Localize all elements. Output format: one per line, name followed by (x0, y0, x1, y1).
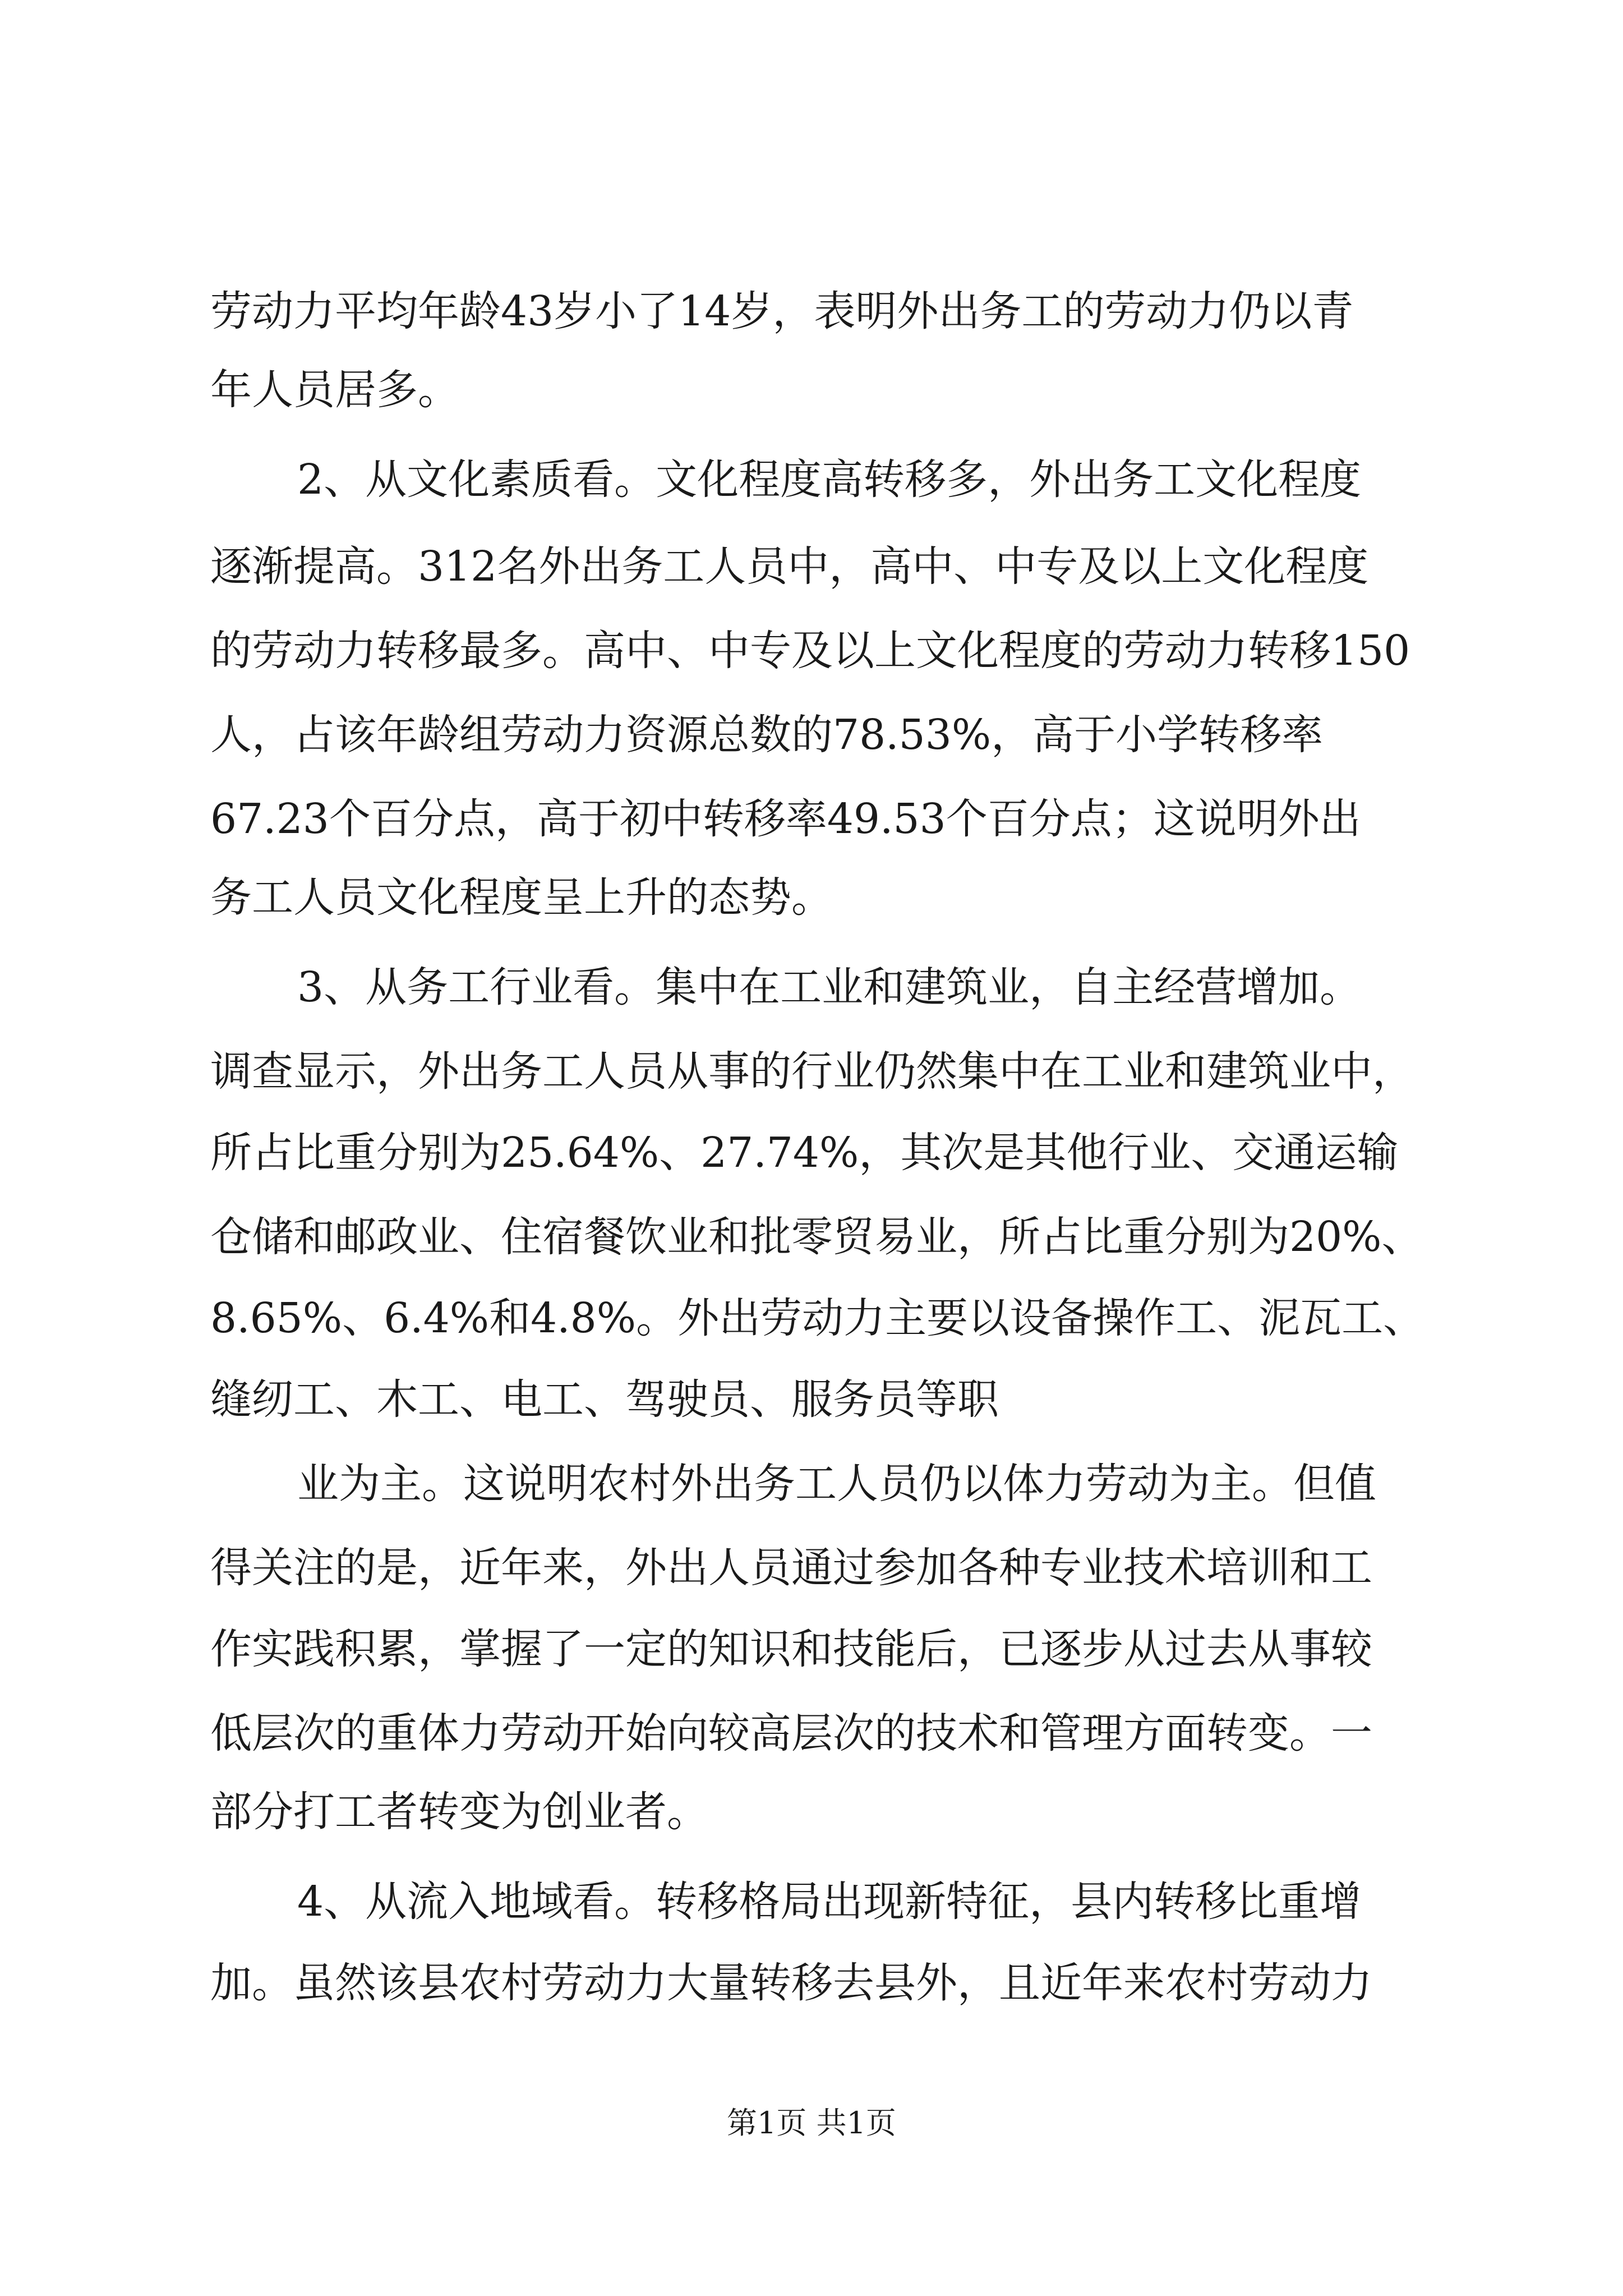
text-line: 调查显示，外出务工人员从事的行业仍然集中在工业和建筑业中， (210, 1047, 1414, 1096)
text-line: 的劳动力转移最多。高中、中专及以上文化程度的劳动力转移150 (210, 627, 1410, 675)
text-line: 4、从流入地域看。转移格局出现新特征，县内转移比重增 (297, 1878, 1362, 1926)
text-line: 部分打工者转变为创业者。 (210, 1788, 708, 1836)
text-line: 所占比重分别为25.64%、27.74%，其次是其他行业、交通运输 (210, 1129, 1399, 1177)
text-line: 业为主。这说明农村外出务工人员仍以体力劳动为主。但值 (297, 1460, 1376, 1508)
text-line: 3、从务工行业看。集中在工业和建筑业，自主经营增加。 (297, 963, 1362, 1011)
text-line: 得关注的是，近年来，外出人员通过参加各种专业技术培训和工 (210, 1544, 1372, 1592)
text-line: 67.23个百分点，高于初中转移率49.53个百分点；这说明外出 (210, 795, 1361, 843)
text-line: 加。虽然该县农村劳动力大量转移去县外，且近年来农村劳动力 (210, 1959, 1372, 2007)
text-line: 缝纫工、木工、电工、驾驶员、服务员等职 (210, 1375, 999, 1424)
text-line: 仓储和邮政业、住宿餐饮业和批零贸易业，所占比重分别为20%、 (210, 1213, 1423, 1261)
text-line: 逐渐提高。312名外出务工人员中，高中、中专及以上文化程度 (210, 542, 1369, 591)
text-line: 8.65%、6.4%和4.8%。外出劳动力主要以设备操作工、泥瓦工、 (210, 1294, 1425, 1342)
text-line: 人，占该年龄组劳动力资源总数的78.53%，高于小学转移率 (210, 711, 1324, 759)
text-line: 低层次的重体力劳动开始向较高层次的技术和管理方面转变。一 (210, 1709, 1372, 1757)
text-line: 作实践积累，掌握了一定的知识和技能后，已逐步从过去从事较 (210, 1625, 1372, 1673)
page-number-footer: 第1页 共1页 (727, 2105, 896, 2141)
text-line: 2、从文化素质看。文化程度高转移多，外出务工文化程度 (297, 455, 1362, 504)
text-line: 年人员居多。 (210, 366, 459, 414)
text-line: 务工人员文化程度呈上升的态势。 (210, 873, 833, 922)
text-line: 劳动力平均年龄43岁小了14岁，表明外出务工的劳动力仍以青 (210, 287, 1354, 335)
